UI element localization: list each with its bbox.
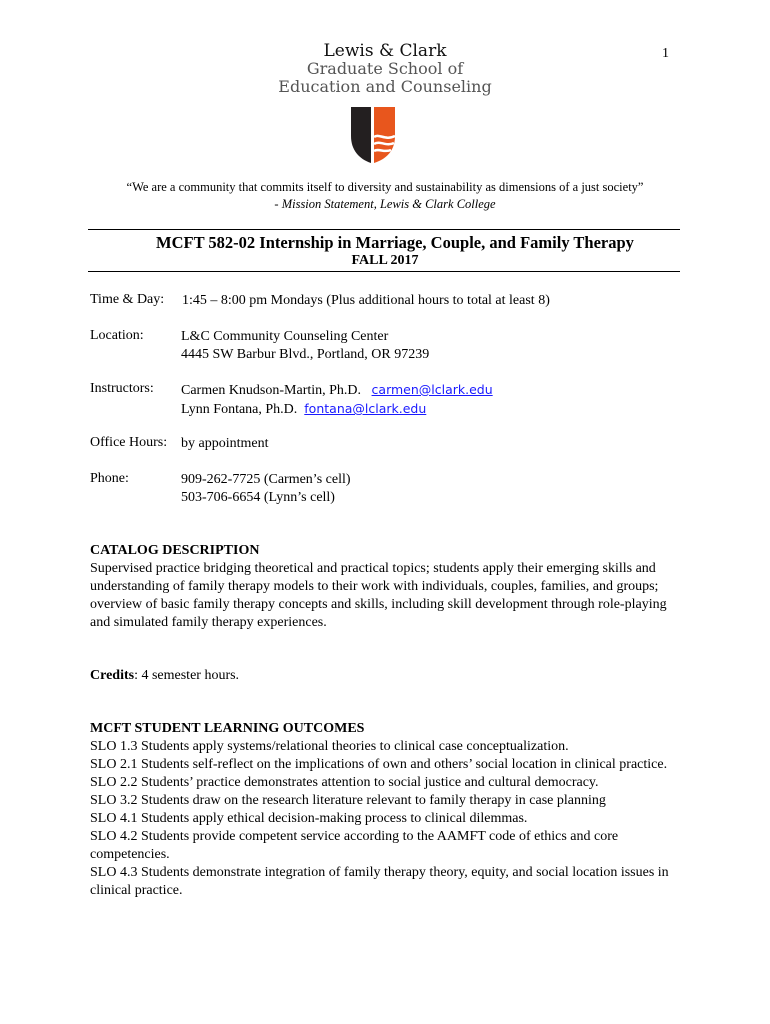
title-rule-bottom xyxy=(88,271,680,272)
outcomes-heading: MCFT STUDENT LEARNING OUTCOMES xyxy=(90,721,365,736)
shield-dark-half xyxy=(351,107,371,163)
instructor-1 xyxy=(181,381,493,400)
phone-1: 909-262-7725 (Carmen’s cell) xyxy=(181,472,351,487)
shield-wave-2 xyxy=(374,143,394,145)
outcome-item: SLO 4.1 Students apply ethical decision-making process to clinical dilemmas. xyxy=(90,811,528,826)
title-rule-top xyxy=(88,229,680,230)
credits-label: Credits xyxy=(90,668,135,683)
phone-2: 503-706-6654 (Lynn’s cell) xyxy=(181,490,335,505)
mission-source: - Mission Statement, Lewis & Clark College xyxy=(274,197,496,211)
shield-wave-3 xyxy=(374,150,391,151)
outcome-item: SLO 2.2 Students’ practice demonstrates attention to social justice and cultural democracy. xyxy=(90,775,599,790)
location-line-1: L&C Community Counseling Center xyxy=(181,329,389,344)
catalog-description xyxy=(90,542,690,632)
outcome-item: SLO 1.3 Students apply systems/relational theories to clinical case conceptualization. xyxy=(90,739,569,754)
mission-quote: “We are a community that commits itself to diversity and sustainability as dimensions of a just society” xyxy=(126,180,644,194)
instructor-1-email-link[interactable]: carmen@lclark.edu xyxy=(371,382,493,397)
course-term: FALL 2017 xyxy=(351,253,419,268)
college-shield-logo xyxy=(350,106,396,164)
office-hours-value: by appointment xyxy=(181,436,269,451)
instructor-2 xyxy=(181,400,493,419)
phone-value xyxy=(181,471,351,507)
institution-wordmark: Lewis & Clark xyxy=(323,41,447,61)
page-number: 1 xyxy=(662,46,669,61)
phone-label: Phone: xyxy=(90,471,129,486)
instructor-1-name: Carmen Knudson-Martin, Ph.D. xyxy=(181,383,362,398)
location-value xyxy=(181,328,429,364)
learning-outcomes xyxy=(90,720,690,900)
course-title: MCFT 582-02 Internship in Marriage, Couple, and Family Therapy xyxy=(156,233,634,252)
credits xyxy=(90,667,690,685)
outcome-item: SLO 2.1 Students self-reflect on the implications of own and others’ social location in clinical practice. xyxy=(90,757,668,772)
outcome-item: SLO 3.2 Students draw on the research literature relevant to family therapy in case planning xyxy=(90,793,606,808)
outcome-item: SLO 4.2 Students provide competent service according to the AAMFT code of ethics and core competencies. xyxy=(90,829,619,862)
location-label: Location: xyxy=(90,328,144,343)
catalog-heading: CATALOG DESCRIPTION xyxy=(90,543,260,558)
time-label: Time & Day: xyxy=(90,292,165,307)
outcome-item: SLO 4.3 Students demonstrate integration of family therapy theory, equity, and social location issues in clinical practice. xyxy=(90,865,669,898)
instructor-2-name: Lynn Fontana, Ph.D. xyxy=(181,402,298,417)
instructor-2-email-link[interactable]: fontana@lclark.edu xyxy=(304,401,427,416)
credits-value: : 4 semester hours. xyxy=(134,668,240,683)
location-line-2: 4445 SW Barbur Blvd., Portland, OR 97239 xyxy=(181,347,430,362)
instructors-label: Instructors: xyxy=(90,381,154,396)
letterhead xyxy=(220,42,550,96)
instructors-value xyxy=(181,381,493,419)
school-name-line-2: Education and Counseling xyxy=(278,77,492,96)
time-value: 1:45 – 8:00 pm Mondays (Plus additional hours to total at least 8) xyxy=(182,293,550,308)
catalog-text: Supervised practice bridging theoretical and practical topics; students apply their emerging skills and understanding of family therapy models to their work with individuals, couples, families, and groups; overview of basic family therapy concepts and skills, including skill development through role-playing and simulated family therapy experiences. xyxy=(90,561,667,630)
office-hours-label: Office Hours: xyxy=(90,435,168,450)
school-name-line-1: Graduate School of xyxy=(306,59,464,78)
